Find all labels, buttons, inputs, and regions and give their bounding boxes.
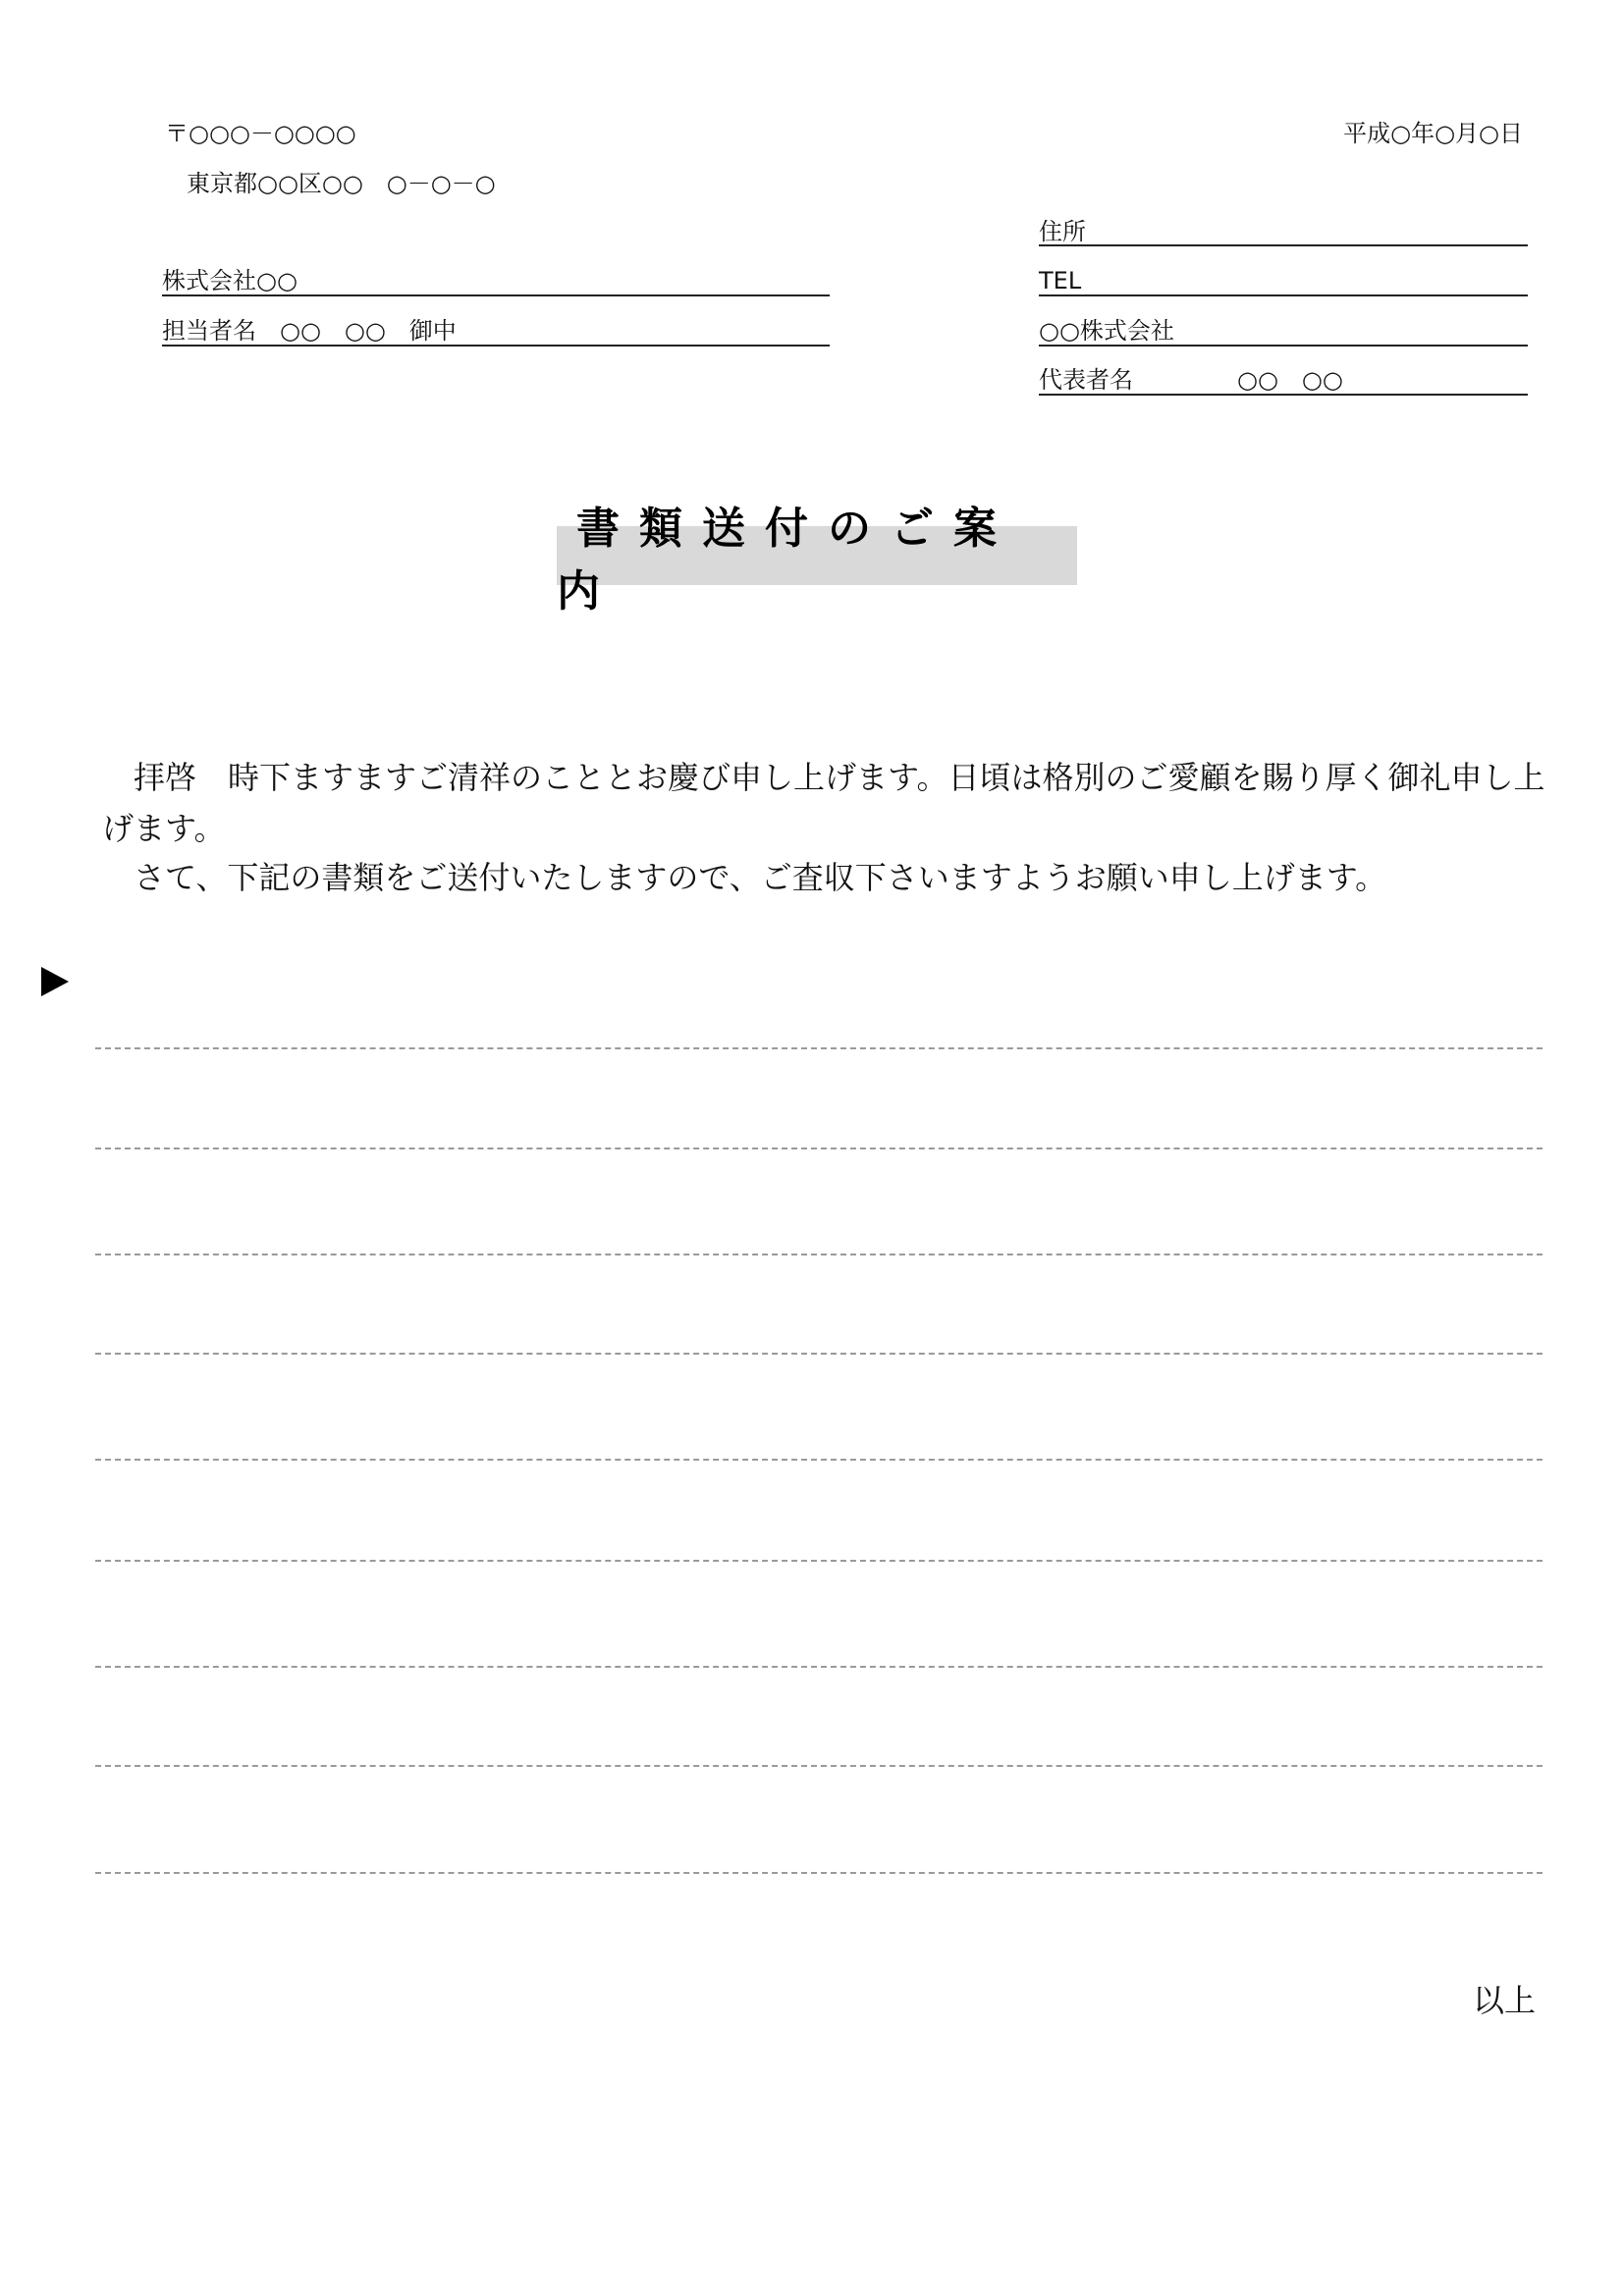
ruled-line bbox=[95, 1459, 1543, 1461]
closing-text: 以上 bbox=[1472, 1982, 1536, 2019]
recipient-company-underline bbox=[162, 294, 830, 296]
ruled-line bbox=[95, 1765, 1543, 1767]
paragraph-marker-icon bbox=[41, 967, 69, 996]
recipient-company: 株式会社○○ bbox=[162, 267, 298, 294]
issuer-representative-label: 代表者名 bbox=[1039, 366, 1133, 394]
ruled-line bbox=[95, 1047, 1543, 1049]
issuer-representative-name: ○○ ○○ bbox=[1237, 366, 1343, 394]
ruled-line bbox=[95, 1353, 1543, 1355]
issuer-address-underline bbox=[1039, 244, 1528, 246]
sender-address: 東京都○○区○○ ○－○－○ bbox=[187, 170, 496, 197]
document-title: 書類送付のご案内 bbox=[557, 526, 1077, 585]
ruled-line bbox=[95, 1872, 1543, 1874]
body-paragraph-1: 拝啓 時下ますますご清祥のこととお慶び申し上げます。日頃は格別のご愛顧を賜り厚く御礼申し上げます。 bbox=[102, 759, 1545, 847]
issuer-company: ○○株式会社 bbox=[1039, 317, 1174, 345]
postal-code: 〒○○○－○○○○ bbox=[165, 120, 356, 147]
ruled-line bbox=[95, 1254, 1543, 1255]
body-paragraph-2: さて、下記の書類をご送付いたしますので、ご査収下さいますようお願い申し上げます。 bbox=[134, 859, 1387, 896]
issuer-company-underline bbox=[1039, 345, 1528, 347]
recipient-contact-underline bbox=[162, 345, 830, 347]
issuer-address-label: 住所 bbox=[1039, 218, 1086, 245]
recipient-contact: 担当者名 ○○ ○○ 御中 bbox=[162, 317, 457, 345]
issuer-tel-label: TEL bbox=[1039, 267, 1082, 294]
issuer-tel-underline bbox=[1039, 294, 1528, 296]
ruled-line bbox=[95, 1148, 1543, 1149]
ruled-line bbox=[95, 1666, 1543, 1668]
issuer-representative-underline bbox=[1039, 394, 1528, 396]
issue-date: 平成○年○月○日 bbox=[1343, 120, 1523, 147]
ruled-line bbox=[95, 1560, 1543, 1562]
